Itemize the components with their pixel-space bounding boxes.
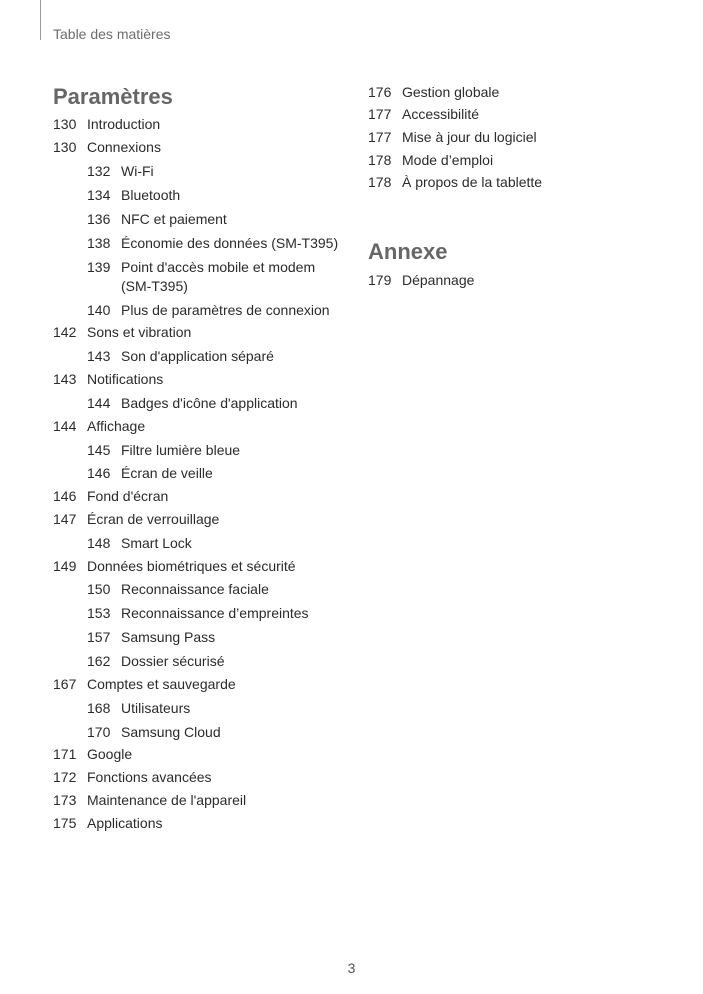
entry-label: Connexions <box>87 139 161 155</box>
entry-label: Point d'accès mobile et modem <box>121 259 316 275</box>
toc-entry[interactable] <box>368 152 493 168</box>
entry-label: Affichage <box>87 418 146 434</box>
page-ref: 168 <box>87 700 111 716</box>
toc-entry[interactable] <box>53 558 296 574</box>
toc-subentry[interactable] <box>87 629 215 645</box>
page-ref: 149 <box>53 558 77 574</box>
toc-entry[interactable] <box>368 272 474 288</box>
entry-label: Notifications <box>87 371 164 387</box>
section-title-annexe: Annexe <box>368 239 448 264</box>
entry-label: Écran de veille <box>121 465 213 481</box>
page-ref: 145 <box>87 442 111 458</box>
page-ref: 147 <box>53 511 77 527</box>
page-ref: 178 <box>368 174 392 190</box>
page-ref: 132 <box>87 163 111 179</box>
page-ref: 143 <box>87 348 111 364</box>
entry-label: Fonctions avancées <box>87 769 212 785</box>
entry-label: Reconnaissance faciale <box>121 581 269 597</box>
toc-entry[interactable] <box>368 174 542 190</box>
page-ref: 172 <box>53 769 77 785</box>
page-ref: 177 <box>368 106 392 122</box>
entry-label-continued: (SM-T395) <box>121 278 188 294</box>
entry-label: Google <box>87 746 133 762</box>
entry-label: Économie des données (SM-T395) <box>121 235 339 251</box>
page-ref: 142 <box>53 324 77 340</box>
toc-subentry[interactable] <box>87 348 274 364</box>
toc-entry[interactable] <box>53 769 212 785</box>
entry-label: Fond d'écran <box>87 488 169 504</box>
entry-label: Gestion globale <box>402 84 500 100</box>
toc-subentry[interactable] <box>87 465 213 481</box>
entry-label: Utilisateurs <box>121 700 191 716</box>
toc-subentry[interactable] <box>87 653 224 669</box>
toc-entry[interactable] <box>53 746 132 762</box>
toc-entry[interactable] <box>53 139 161 155</box>
page-ref: 130 <box>53 139 77 155</box>
page-ref: 176 <box>368 84 392 100</box>
page-ref: 178 <box>368 152 392 168</box>
toc-entry[interactable] <box>368 84 499 100</box>
entry-label: Sons et vibration <box>87 324 192 340</box>
page-ref: 130 <box>53 116 77 132</box>
entry-label: Wi-Fi <box>121 163 154 179</box>
toc-entry[interactable] <box>53 488 168 504</box>
toc-entry[interactable] <box>53 418 145 434</box>
entry-label: Dépannage <box>402 272 475 288</box>
page-ref: 162 <box>87 653 111 669</box>
entry-label: À propos de la tablette <box>402 174 543 190</box>
page-ref: 148 <box>87 535 111 551</box>
page-number: 3 <box>347 960 356 976</box>
page-ref: 140 <box>87 302 111 318</box>
page-ref: 146 <box>87 465 111 481</box>
page-ref: 167 <box>53 676 77 692</box>
toc-subentry[interactable] <box>87 442 240 458</box>
entry-label: Samsung Pass <box>121 629 216 645</box>
entry-label: Dossier sécurisé <box>121 653 225 669</box>
toc-subentry[interactable] <box>87 535 192 551</box>
toc-subentry[interactable] <box>87 235 338 251</box>
page-ref: 173 <box>53 792 77 808</box>
entry-label: Plus de paramètres de connexion <box>121 302 330 318</box>
toc-subentry[interactable] <box>87 259 315 294</box>
entry-label: Écran de verrouillage <box>87 511 220 527</box>
toc-entry[interactable] <box>53 676 236 692</box>
toc-entry[interactable] <box>53 324 191 340</box>
entry-label: Badges d'icône d'application <box>121 395 298 411</box>
running-header: Table des matières <box>53 26 171 42</box>
page-ref: 150 <box>87 581 111 597</box>
page-ref: 136 <box>87 211 111 227</box>
page-ref: 138 <box>87 235 111 251</box>
toc-entry[interactable] <box>368 129 537 145</box>
entry-label: Bluetooth <box>121 187 181 203</box>
toc-subentry[interactable] <box>87 163 154 179</box>
toc-entry[interactable] <box>53 792 246 808</box>
page-ref: 170 <box>87 724 111 740</box>
entry-label: Smart Lock <box>121 535 192 551</box>
toc-subentry[interactable] <box>87 187 180 203</box>
entry-label: Filtre lumière bleue <box>121 442 241 458</box>
entry-label: Mise à jour du logiciel <box>402 129 537 145</box>
header-rule <box>40 0 41 40</box>
page-ref: 144 <box>53 418 77 434</box>
entry-label: NFC et paiement <box>121 211 227 227</box>
toc-subentry[interactable] <box>87 395 298 411</box>
toc-subentry[interactable] <box>87 700 190 716</box>
entry-label: Mode d’emploi <box>402 152 494 168</box>
toc-subentry[interactable] <box>87 581 269 597</box>
page-ref: 134 <box>87 187 111 203</box>
page-ref: 143 <box>53 371 77 387</box>
entry-label: Reconnaissance d’empreintes <box>121 605 309 621</box>
toc-entry[interactable] <box>53 371 163 387</box>
toc-subentry[interactable] <box>87 605 309 621</box>
page-ref: 171 <box>53 746 77 762</box>
toc-entry[interactable] <box>53 116 160 132</box>
page-ref: 146 <box>53 488 77 504</box>
page-ref: 139 <box>87 259 111 275</box>
page-ref: 157 <box>87 629 111 645</box>
entry-label: Accessibilité <box>402 106 480 122</box>
entry-label: Introduction <box>87 116 161 132</box>
entry-label: Applications <box>87 815 163 831</box>
toc-entry[interactable] <box>53 511 219 527</box>
toc-entry[interactable] <box>368 106 479 122</box>
page-ref: 153 <box>87 605 111 621</box>
entry-label: Comptes et sauvegarde <box>87 676 236 692</box>
entry-label: Données biométriques et sécurité <box>87 558 296 574</box>
page-ref: 144 <box>87 395 111 411</box>
toc-subentry[interactable] <box>87 302 330 318</box>
page-ref: 177 <box>368 129 392 145</box>
toc-subentry[interactable] <box>87 724 221 740</box>
page-ref: 179 <box>368 272 392 288</box>
page-ref: 175 <box>53 815 77 831</box>
entry-label: Samsung Cloud <box>121 724 221 740</box>
toc-subentry[interactable] <box>87 211 227 227</box>
section-title-parametres: Paramètres <box>53 84 173 109</box>
entry-label: Son d'application séparé <box>121 348 274 364</box>
toc-entry[interactable] <box>53 815 163 831</box>
entry-label: Maintenance de l'appareil <box>87 792 247 808</box>
